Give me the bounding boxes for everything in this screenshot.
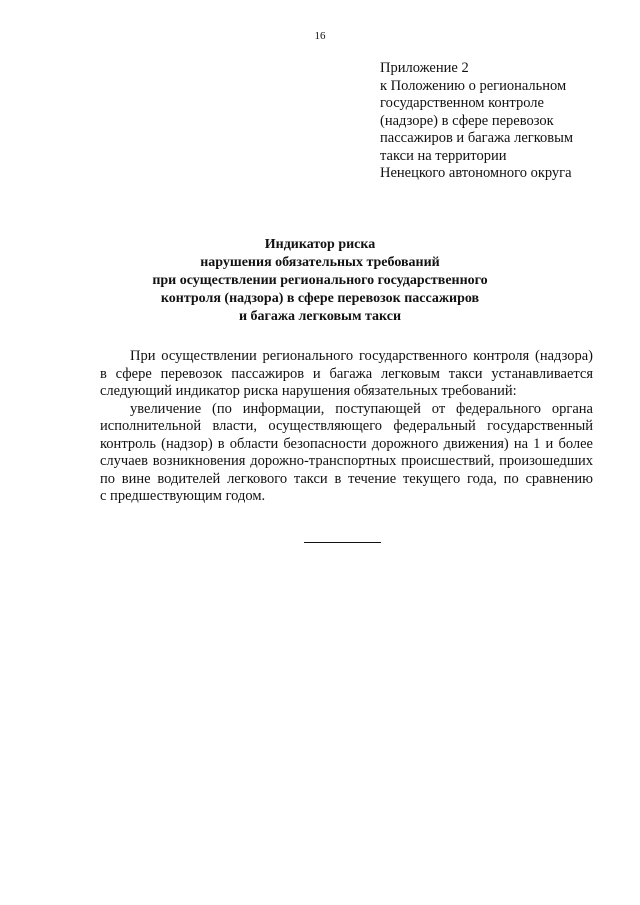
body-line: увеличение (по информации, поступающей от федерального органа	[130, 400, 593, 417]
appendix-line: такси на территории	[380, 147, 507, 164]
appendix-line: (надзоре) в сфере перевозок	[380, 112, 554, 129]
document-title	[0, 236, 640, 326]
body-line: случаев возникновения дорожно-транспортных происшествий, произошедших	[100, 453, 593, 469]
title-line: контроля (надзора) в сфере перевозок пассажиров	[160, 291, 480, 306]
title-line: Индикатор риска	[264, 237, 376, 252]
appendix-line: к Положению о региональном	[380, 77, 567, 94]
body-line: в сфере перевозок пассажиров и багажа легковым такси устанавливается	[100, 365, 593, 382]
body-line: исполнительной власти, осуществляющего федеральный государственный	[100, 418, 593, 434]
paragraph-indicator	[100, 401, 593, 506]
document-body	[100, 348, 593, 506]
page-number: 16	[314, 30, 326, 42]
title-line: и багажа легковым такси	[238, 309, 402, 324]
title-line: нарушения обязательных требований	[200, 255, 440, 270]
title-line: при осуществлении регионального государственного	[152, 273, 488, 288]
body-line: по вине водителей легкового такси в течение текущего года, по сравнению	[100, 470, 593, 487]
appendix-line: пассажиров и багажа легковым	[380, 130, 574, 146]
end-divider	[304, 542, 381, 543]
body-line: контроль (надзор) в области безопасности дорожного движения) на 1 и более	[100, 435, 593, 452]
body-line: При осуществлении регионального государственного контроля (надзора)	[130, 348, 593, 364]
appendix-line: Ненецкого автономного округа	[380, 165, 572, 181]
paragraph-intro	[100, 348, 593, 401]
appendix-line: государственном контроле	[380, 95, 544, 111]
appendix-header	[380, 60, 620, 183]
body-line: с предшествующим годом.	[100, 488, 266, 504]
appendix-line: Приложение 2	[380, 60, 469, 76]
body-line: следующий индикатор риска нарушения обязательных требований:	[100, 383, 517, 399]
